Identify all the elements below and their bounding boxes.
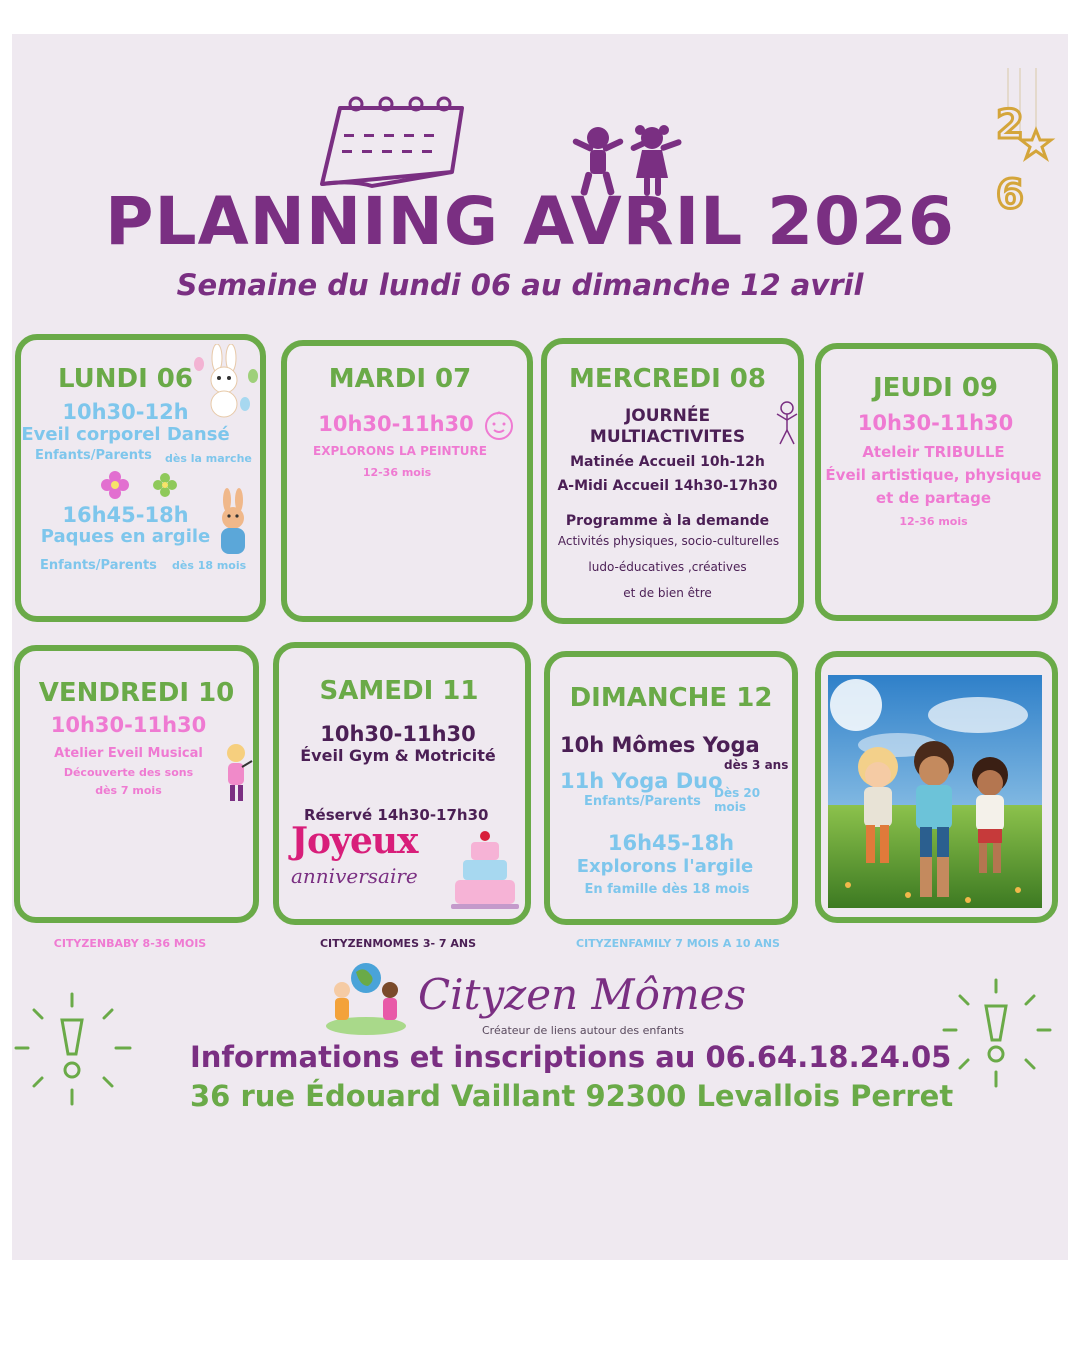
slot-time: 16h45-18h (607, 831, 735, 855)
slot-age: 12-36 mois (899, 515, 968, 528)
ornament-digit-top: 2 (996, 102, 1024, 148)
slot-activity: EXPLORONS LA PEINTURE (313, 444, 487, 458)
flowers-icon (99, 468, 189, 502)
slot-activity: Paques en argile (40, 526, 211, 547)
label-cityzenmomes: CITYZENMOMES 3- 7 ANS (319, 937, 476, 950)
contact-phone-line: Informations et inscriptions au 06.64.18.24.05 (190, 1040, 952, 1074)
card-mardi (281, 340, 533, 622)
label-cityzenfamily: CITYZENFAMILY 7 MOIS A 10 ANS (576, 937, 780, 950)
slot-time: 10h30-11h30 (318, 412, 474, 436)
page-title: PLANNING AVRIL 2026 (105, 183, 955, 260)
stick-kid-icon (775, 400, 799, 446)
baby-face-icon (483, 410, 515, 442)
slot-activity: Éveil artistique, physique (825, 466, 1042, 484)
day-title: LUNDI 06 (57, 364, 193, 394)
heading-line: MULTIACTIVITES (589, 427, 746, 447)
slot-time: 16h45-18h (62, 503, 189, 527)
program-detail: et de bien être (623, 586, 712, 600)
slot-age: dès 7 mois (95, 784, 162, 797)
heading-line: JOURNÉE (624, 406, 711, 426)
slot-age: dès la marche (165, 452, 252, 465)
morning-slot: Matinée Accueil 10h-12h (570, 454, 765, 470)
label-cityzenbaby: CITYZENBABY 8-36 MOIS (53, 937, 207, 950)
slot-activity: Explorons l'argile (576, 856, 754, 877)
birthday-title: Joyeux (291, 820, 418, 862)
slot-age: Dès 20 mois (714, 786, 761, 814)
birthday-subtitle: anniversaire (291, 864, 418, 888)
slot-age: dès 3 ans (724, 758, 789, 772)
contact-address-line: 36 rue Édouard Vaillant 92300 Levallois Perret (190, 1079, 954, 1113)
card-lundi (15, 334, 266, 622)
music-girl-icon (220, 741, 254, 805)
day-title: JEUDI 09 (872, 373, 999, 403)
slot-audience: Enfants/Parents (35, 448, 152, 463)
exclamation-left-icon (14, 990, 132, 1108)
afternoon-slot: A-Midi Accueil 14h30-17h30 (557, 478, 778, 494)
cityzen-logo-icon (318, 960, 414, 1036)
slot-activity: Atelier Eveil Musical (54, 746, 203, 761)
slot-time: 10h30-11h30 (320, 722, 476, 746)
reserved-label: Réservé 14h30-17h30 (304, 806, 489, 824)
slot-activity: Eveil corporel Dansé (21, 424, 230, 445)
slot-audience: Enfants/Parents (584, 794, 701, 809)
ornament-digit-bottom: 6 (996, 172, 1024, 218)
card-dimanche (544, 651, 798, 925)
card-jeudi (815, 343, 1058, 621)
day-title: DIMANCHE 12 (569, 683, 773, 713)
slot-age: dès 18 mois (172, 559, 247, 572)
card-samedi (273, 642, 531, 925)
program-detail: Activités physiques, socio-culturelles (557, 534, 780, 548)
slot-activity: 11h Yoga Duo (560, 769, 723, 793)
children-playing-photo (828, 675, 1042, 908)
slot-audience: En famille dès 18 mois (584, 882, 750, 897)
exclamation-right-icon (938, 976, 1056, 1094)
day-title: MARDI 07 (328, 364, 472, 394)
calendar-icon (312, 94, 472, 194)
page-subtitle: Semaine du lundi 06 au dimanche 12 avril (176, 268, 864, 302)
slot-time: 10h30-11h30 (857, 411, 1014, 435)
slot-audience: Enfants/Parents (40, 558, 157, 573)
day-title: VENDREDI 10 (38, 678, 235, 708)
slot-detail: Découverte des sons (63, 766, 194, 779)
slot-activity: 10h Mômes Yoga (560, 733, 760, 757)
card-vendredi (14, 645, 259, 923)
slot-age: 12-36 mois (362, 466, 432, 479)
birthday-cake-icon (449, 826, 519, 910)
program-detail: ludo-éducatives ,créatives (588, 560, 747, 574)
program-label: Programme à la demande (565, 513, 770, 529)
slot-time: 10h30-12h (62, 400, 189, 424)
day-title: MERCREDI 08 (568, 364, 766, 394)
easter-bunny-icon (187, 344, 263, 420)
slot-activity: et de partage (875, 489, 992, 507)
brand-tagline: Créateur de liens autour des enfants (482, 1024, 684, 1037)
slot-time: 10h30-11h30 (50, 713, 207, 737)
brand-name: Cityzen Mômes (418, 970, 747, 1019)
card-mercredi (541, 338, 804, 624)
bunny-figure-icon (207, 488, 257, 560)
slot-activity: Ateleir TRIBULLE (862, 443, 1005, 461)
slot-activity: Éveil Gym & Motricité (300, 746, 496, 765)
day-title: SAMEDI 11 (319, 676, 479, 706)
